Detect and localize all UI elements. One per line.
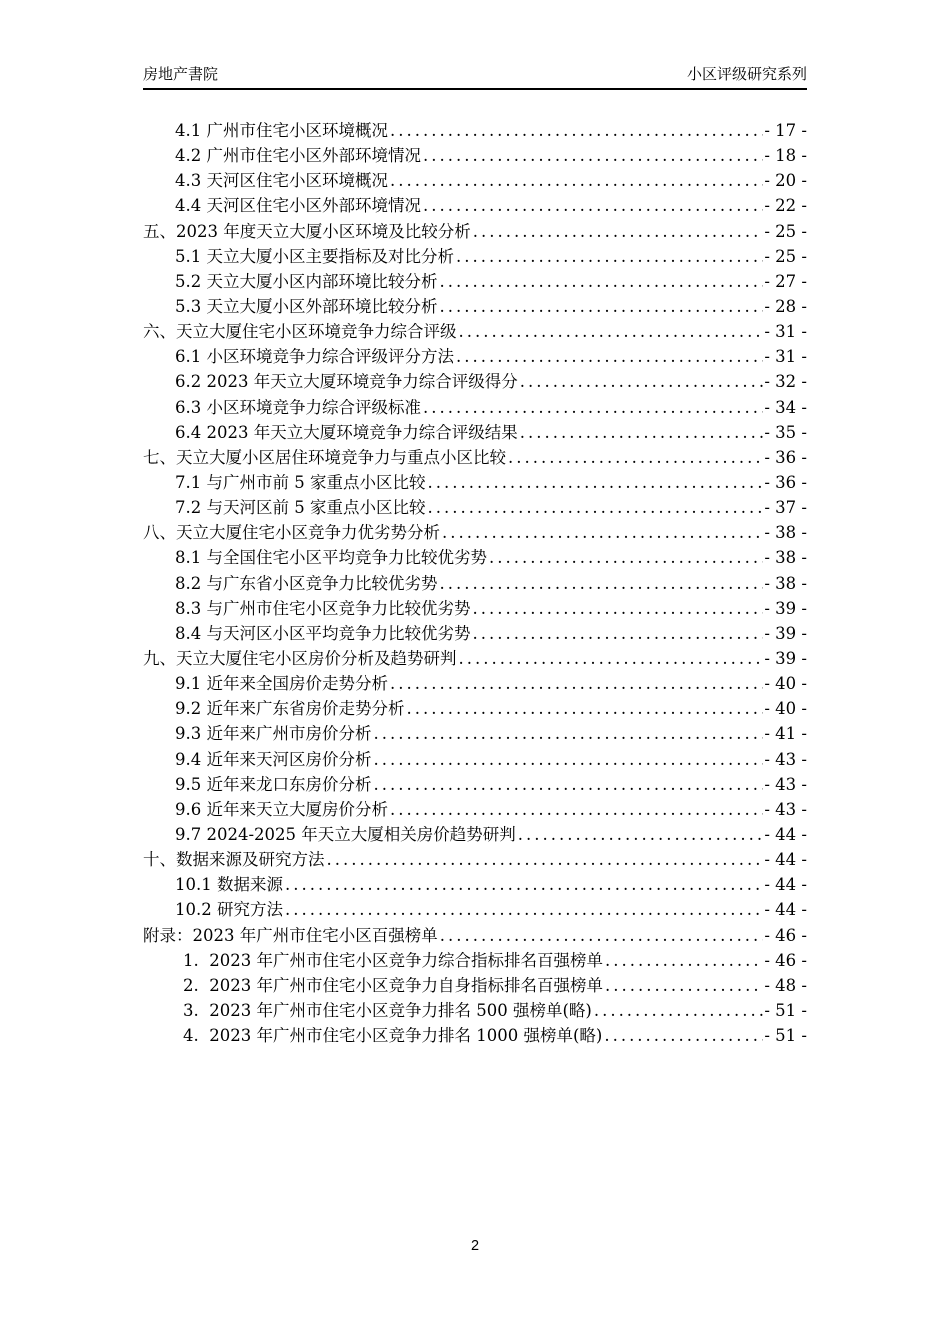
toc-entry-page-number: - 27 - — [764, 271, 807, 291]
toc-entry[interactable] — [143, 797, 807, 822]
toc-entry-page-number: - 38 - — [764, 523, 807, 543]
toc-entry-page-number: - 32 - — [764, 372, 807, 392]
toc-dot-leader — [407, 696, 764, 721]
toc-entry[interactable] — [143, 847, 807, 872]
toc-entry-page-number: - 31 - — [764, 347, 807, 367]
toc-entry-page-number: - 46 - — [764, 950, 807, 970]
toc-entry[interactable] — [143, 998, 807, 1023]
toc-entry[interactable] — [143, 897, 807, 922]
toc-entry-label: 5.2 天立大厦小区内部环境比较分析 — [175, 271, 438, 291]
toc-dot-leader — [456, 344, 763, 369]
toc-entry-label: 10.2 研究方法 — [175, 900, 283, 920]
toc-dot-leader — [440, 269, 764, 294]
toc-dot-leader — [374, 772, 764, 797]
toc-entry-page-number: - 43 - — [764, 774, 807, 794]
toc-entry-label: 8.3 与广州市住宅小区竞争力比较优劣势 — [175, 598, 471, 618]
toc-entry-page-number: - 39 - — [764, 623, 807, 643]
toc-entry-page-number: - 37 - — [764, 498, 807, 518]
toc-dot-leader — [456, 244, 763, 269]
toc-entry[interactable] — [143, 520, 807, 545]
toc-entry-label: 1. 2023 年广州市住宅小区竞争力综合指标排名百强榜单 — [183, 950, 603, 970]
toc-dot-leader — [604, 1023, 763, 1048]
toc-entry-page-number: - 20 - — [764, 171, 807, 191]
toc-entry[interactable] — [143, 571, 807, 596]
toc-entry[interactable] — [143, 772, 807, 797]
toc-dot-leader — [285, 872, 763, 897]
toc-entry-label: 9.5 近年来龙口东房价分析 — [175, 774, 372, 794]
toc-entry[interactable] — [143, 244, 807, 269]
toc-entry-page-number: - 40 - — [764, 699, 807, 719]
toc-dot-leader — [390, 797, 763, 822]
toc-entry-page-number: - 43 - — [764, 749, 807, 769]
page-header — [143, 64, 807, 86]
toc-entry[interactable] — [143, 470, 807, 495]
toc-entry-label: 9.4 近年来天河区房价分析 — [175, 749, 372, 769]
toc-entry-page-number: - 28 - — [764, 296, 807, 316]
toc-entry-page-number: - 44 - — [764, 850, 807, 870]
toc-dot-leader — [605, 948, 763, 973]
toc-entry[interactable] — [143, 621, 807, 646]
toc-entry[interactable] — [143, 193, 807, 218]
toc-dot-leader — [285, 897, 763, 922]
toc-entry-page-number: - 36 - — [764, 472, 807, 492]
toc-dot-leader — [442, 520, 763, 545]
toc-dot-leader — [440, 294, 764, 319]
toc-entry[interactable] — [143, 973, 807, 998]
toc-dot-leader — [473, 219, 764, 244]
toc-entry-label: 六、天立大厦住宅小区环境竞争力综合评级 — [143, 322, 457, 342]
toc-entry-page-number: - 25 - — [764, 246, 807, 266]
toc-entry-page-number: - 36 - — [764, 447, 807, 467]
toc-entry-label: 9.1 近年来全国房价走势分析 — [175, 674, 388, 694]
toc-dot-leader — [374, 747, 764, 772]
toc-entry-label: 5.1 天立大厦小区主要指标及对比分析 — [175, 246, 454, 266]
toc-entry-label: 4.2 广州市住宅小区外部环境情况 — [175, 146, 421, 166]
toc-dot-leader — [390, 671, 763, 696]
toc-entry-label: 3. 2023 年广州市住宅小区竞争力排名 500 强榜单(略) — [183, 1000, 592, 1020]
toc-entry-label: 4.1 广州市住宅小区环境概况 — [175, 121, 388, 140]
toc-dot-leader — [440, 571, 764, 596]
toc-entry-label: 十、数据来源及研究方法 — [143, 850, 325, 870]
toc-entry-label: 五、2023 年度天立大厦小区环境及比较分析 — [143, 221, 471, 241]
header-left-title: 房地产書院 — [143, 66, 219, 83]
toc-entry-page-number: - 22 - — [764, 196, 807, 216]
toc-dot-leader — [427, 495, 763, 520]
toc-dot-leader — [423, 395, 763, 420]
toc-entry[interactable] — [143, 168, 807, 193]
toc-dot-leader — [327, 847, 764, 872]
toc-entry[interactable] — [143, 721, 807, 746]
toc-entry[interactable] — [143, 420, 807, 445]
toc-entry[interactable] — [143, 671, 807, 696]
toc-entry-page-number: - 44 - — [764, 900, 807, 920]
toc-entry-page-number: - 41 - — [764, 724, 807, 744]
toc-dot-leader — [473, 621, 764, 646]
toc-entry-label: 8.2 与广东省小区竞争力比较优劣势 — [175, 573, 438, 593]
toc-dot-leader — [459, 646, 764, 671]
toc-entry[interactable] — [143, 445, 807, 470]
toc-entry[interactable] — [143, 319, 807, 344]
toc-entry-page-number: - 43 - — [764, 799, 807, 819]
toc-entry-label: 8.4 与天河区小区平均竞争力比较优劣势 — [175, 623, 471, 643]
toc-entry-label: 4.3 天河区住宅小区环境概况 — [175, 171, 388, 191]
toc-entry-label: 八、天立大厦住宅小区竞争力优劣势分析 — [143, 523, 440, 543]
toc-dot-leader — [423, 193, 763, 218]
toc-entry-page-number: - 38 - — [764, 548, 807, 568]
toc-entry-label: 9.7 2024-2025 年天立大厦相关房价趋势研判 — [175, 824, 516, 844]
toc-dot-leader — [489, 545, 763, 570]
header-rule — [143, 88, 807, 90]
toc-dot-leader — [520, 420, 764, 445]
toc-entry[interactable] — [143, 923, 807, 948]
toc-entry[interactable] — [143, 219, 807, 244]
toc-entry-page-number: - 31 - — [764, 322, 807, 342]
toc-entry-label: 5.3 天立大厦小区外部环境比较分析 — [175, 296, 438, 316]
toc-dot-leader — [605, 973, 763, 998]
toc-entry-label: 2. 2023 年广州市住宅小区竞争力自身指标排名百强榜单 — [183, 975, 603, 995]
toc-dot-leader — [427, 470, 763, 495]
toc-entry[interactable] — [143, 269, 807, 294]
toc-dot-leader — [390, 168, 763, 193]
toc-entry[interactable] — [143, 344, 807, 369]
toc-entry-label: 9.6 近年来天立大厦房价分析 — [175, 799, 388, 819]
toc-entry[interactable] — [143, 545, 807, 570]
toc-dot-leader — [473, 596, 764, 621]
toc-entry-label: 4. 2023 年广州市住宅小区竞争力排名 1000 强榜单(略) — [183, 1026, 603, 1046]
table-of-contents — [143, 118, 807, 1048]
toc-entry[interactable] — [143, 596, 807, 621]
toc-dot-leader — [594, 998, 764, 1023]
toc-entry-label: 7.2 与天河区前 5 家重点小区比较 — [175, 498, 426, 518]
toc-entry-label: 4.4 天河区住宅小区外部环境情况 — [175, 196, 421, 216]
toc-entry-page-number: - 38 - — [764, 573, 807, 593]
toc-entry-page-number: - 44 - — [764, 824, 807, 844]
toc-entry-label: 9.3 近年来广州市房价分析 — [175, 724, 372, 744]
toc-entry[interactable] — [143, 696, 807, 721]
toc-entry[interactable] — [143, 118, 807, 143]
toc-entry-label: 8.1 与全国住宅小区平均竞争力比较优劣势 — [175, 548, 487, 568]
toc-entry-label: 附录：2023 年广州市住宅小区百强榜单 — [143, 925, 438, 945]
toc-entry-label: 6.4 2023 年天立大厦环境竞争力综合评级结果 — [175, 422, 518, 442]
toc-entry-page-number: - 40 - — [764, 674, 807, 694]
toc-entry[interactable] — [143, 495, 807, 520]
toc-entry-page-number: - 44 - — [764, 875, 807, 895]
toc-entry[interactable] — [143, 143, 807, 168]
page-footer — [0, 1238, 950, 1254]
toc-entry-page-number: - 51 - — [764, 1000, 807, 1020]
toc-dot-leader — [508, 445, 763, 470]
toc-entry-label: 6.1 小区环境竞争力综合评级评分方法 — [175, 347, 454, 367]
toc-dot-leader — [423, 143, 763, 168]
toc-entry-page-number: - 35 - — [764, 422, 807, 442]
toc-dot-leader — [520, 369, 764, 394]
toc-entry[interactable] — [143, 646, 807, 671]
toc-dot-leader — [518, 822, 764, 847]
toc-entry-label: 6.2 2023 年天立大厦环境竞争力综合评级得分 — [175, 372, 518, 392]
toc-entry-label: 9.2 近年来广东省房价走势分析 — [175, 699, 405, 719]
toc-entry-page-number: - 48 - — [764, 975, 807, 995]
toc-entry[interactable] — [143, 395, 807, 420]
toc-entry-label: 九、天立大厦住宅小区房价分析及趋势研判 — [143, 648, 457, 668]
toc-entry-page-number: - 18 - — [764, 146, 807, 166]
toc-entry[interactable] — [143, 747, 807, 772]
toc-dot-leader — [390, 118, 763, 143]
toc-entry[interactable] — [143, 369, 807, 394]
toc-entry-label: 6.3 小区环境竞争力综合评级标准 — [175, 397, 421, 417]
toc-entry[interactable] — [143, 294, 807, 319]
toc-entry-label: 七、天立大厦小区居住环境竞争力与重点小区比较 — [143, 447, 506, 467]
page-number: 2 — [470, 1238, 480, 1254]
toc-entry-label: 10.1 数据来源 — [175, 875, 283, 895]
toc-entry[interactable] — [143, 1023, 807, 1048]
toc-entry-page-number: - 17 - — [764, 121, 807, 140]
toc-dot-leader — [440, 923, 764, 948]
toc-entry-page-number: - 46 - — [764, 925, 807, 945]
toc-dot-leader — [459, 319, 764, 344]
toc-entry[interactable] — [143, 872, 807, 897]
toc-entry[interactable] — [143, 948, 807, 973]
header-right-title: 小区评级研究系列 — [686, 66, 807, 83]
toc-entry-label: 7.1 与广州市前 5 家重点小区比较 — [175, 472, 426, 492]
toc-entry-page-number: - 39 - — [764, 648, 807, 668]
toc-entry-page-number: - 51 - — [764, 1026, 807, 1046]
toc-entry[interactable] — [143, 822, 807, 847]
toc-entry-page-number: - 39 - — [764, 598, 807, 618]
toc-dot-leader — [374, 721, 764, 746]
toc-entry-page-number: - 25 - — [764, 221, 807, 241]
toc-entry-page-number: - 34 - — [764, 397, 807, 417]
